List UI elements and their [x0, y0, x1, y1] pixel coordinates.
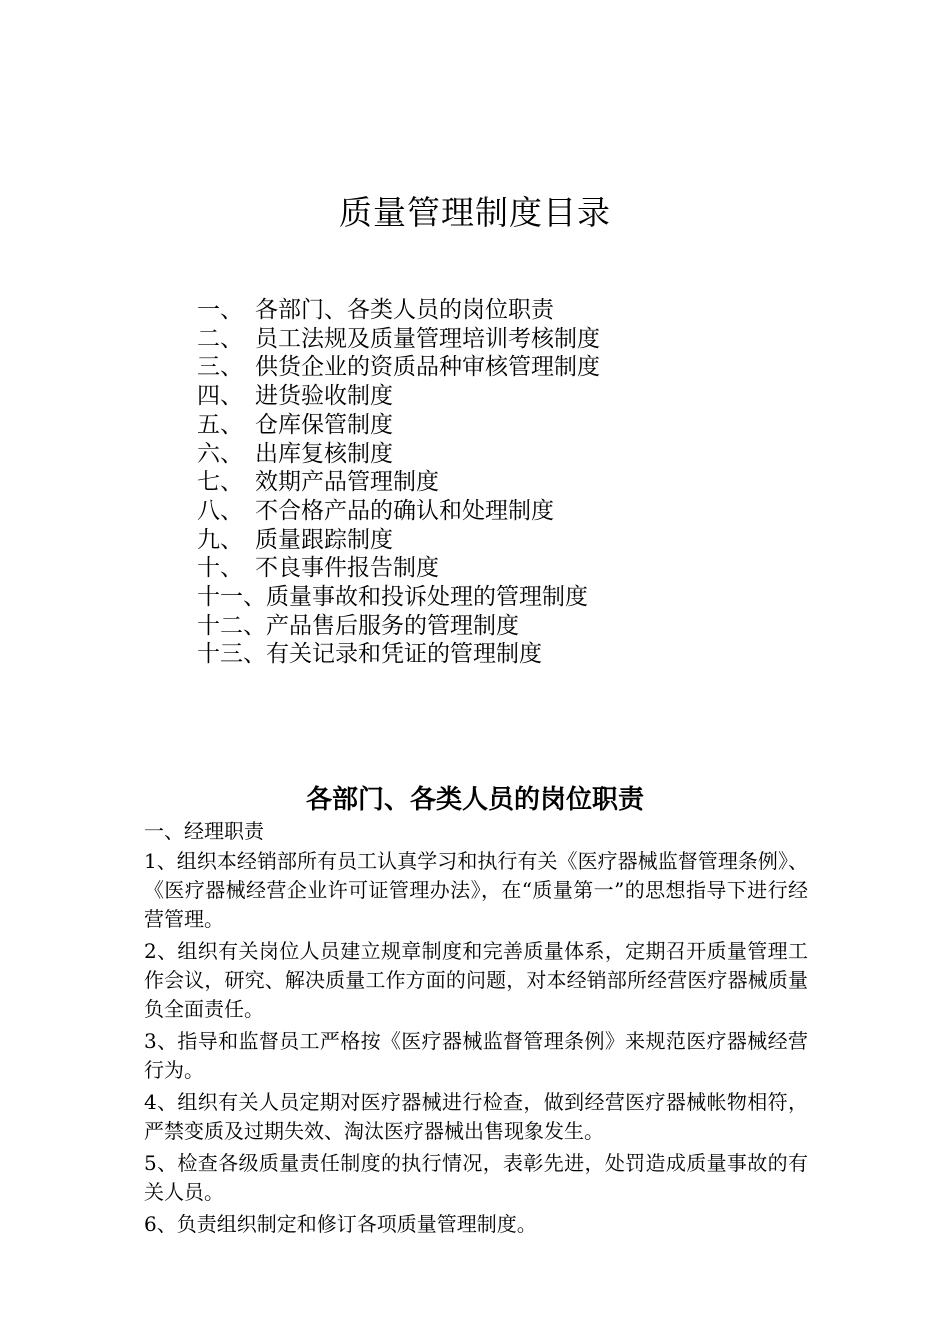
toc-item	[197, 468, 600, 497]
duty-paragraph: 6、负责组织制定和修订各项质量管理制度。	[144, 1212, 537, 1236]
duty-paragraph: 1、组织本经销部所有员工认真学习和执行有关《医疗器械监督管理条例》、《医疗器械经营企业许可证管理办法》，在“质量第一”的思想指导下进行经营管理。	[144, 849, 808, 931]
toc-item-number: 十一、	[197, 584, 266, 611]
toc-item-label: 质量事故和投诉处理的管理制度	[266, 584, 588, 611]
toc-item-number: 三、	[197, 354, 243, 381]
toc-item-number: 十、	[197, 555, 243, 582]
toc-item-number: 八、	[197, 497, 243, 524]
toc-item	[197, 325, 600, 354]
toc-item	[197, 296, 600, 325]
toc-item-label: 不良事件报告制度	[255, 555, 439, 582]
toc-item	[197, 411, 600, 440]
toc-item-label: 仓库保管制度	[255, 411, 393, 438]
toc-item-number: 九、	[197, 526, 243, 553]
toc-item	[197, 353, 600, 382]
toc-item-number: 十二、	[197, 612, 266, 639]
section-subheading: 一、经理职责	[144, 819, 264, 843]
toc-item	[197, 526, 600, 555]
toc-item-label: 出库复核制度	[255, 440, 393, 467]
section-title: 各部门、各类人员的岗位职责	[305, 785, 644, 815]
toc-item-label: 员工法规及质量管理培训考核制度	[255, 325, 600, 352]
toc-item	[197, 497, 600, 526]
toc-item-number: 二、	[197, 325, 243, 352]
toc-item-number: 七、	[197, 469, 243, 496]
toc-item-number: 六、	[197, 440, 243, 467]
toc-item-number: 十三、	[197, 641, 266, 668]
duty-paragraph: 2、组织有关岗位人员建立规章制度和完善质量体系，定期召开质量管理工作会议，研究、解决质量工作方面的问题，对本经销部所经营医疗器械质量负全面责任。	[144, 939, 808, 1021]
toc-item-label: 不合格产品的确认和处理制度	[255, 497, 554, 524]
toc-item-label: 进货验收制度	[255, 383, 393, 410]
toc-item-label: 效期产品管理制度	[255, 469, 439, 496]
toc-item	[197, 440, 600, 469]
toc-title: 质量管理制度目录	[339, 193, 611, 232]
toc-item-number: 五、	[197, 411, 243, 438]
toc-item-number: 四、	[197, 383, 243, 410]
toc-item	[197, 640, 600, 669]
toc-item-label: 有关记录和凭证的管理制度	[266, 641, 542, 668]
toc-item-number: 一、	[197, 297, 243, 323]
toc-item-label: 供货企业的资质品种审核管理制度	[255, 354, 600, 381]
duty-paragraph: 3、指导和监督员工严格按《医疗器械监督管理条例》来规范医疗器械经营行为。	[144, 1029, 808, 1082]
toc-list	[197, 296, 600, 669]
toc-item	[197, 583, 600, 612]
duty-paragraph: 4、组织有关人员定期对医疗器械进行检查，做到经营医疗器械帐物相符，严禁变质及过期失效、淘汰医疗器械出售现象发生。	[144, 1090, 808, 1143]
toc-item	[197, 554, 600, 583]
toc-item-label: 质量跟踪制度	[255, 526, 393, 553]
toc-item	[197, 382, 600, 411]
section-body	[144, 817, 808, 1242]
duty-paragraph: 5、检查各级质量责任制度的执行情况，表彰先进，处罚造成质量事故的有关人员。	[144, 1151, 808, 1204]
toc-item	[197, 612, 600, 641]
toc-item-label: 各部门、各类人员的岗位职责	[255, 297, 554, 323]
toc-item-label: 产品售后服务的管理制度	[266, 612, 519, 639]
